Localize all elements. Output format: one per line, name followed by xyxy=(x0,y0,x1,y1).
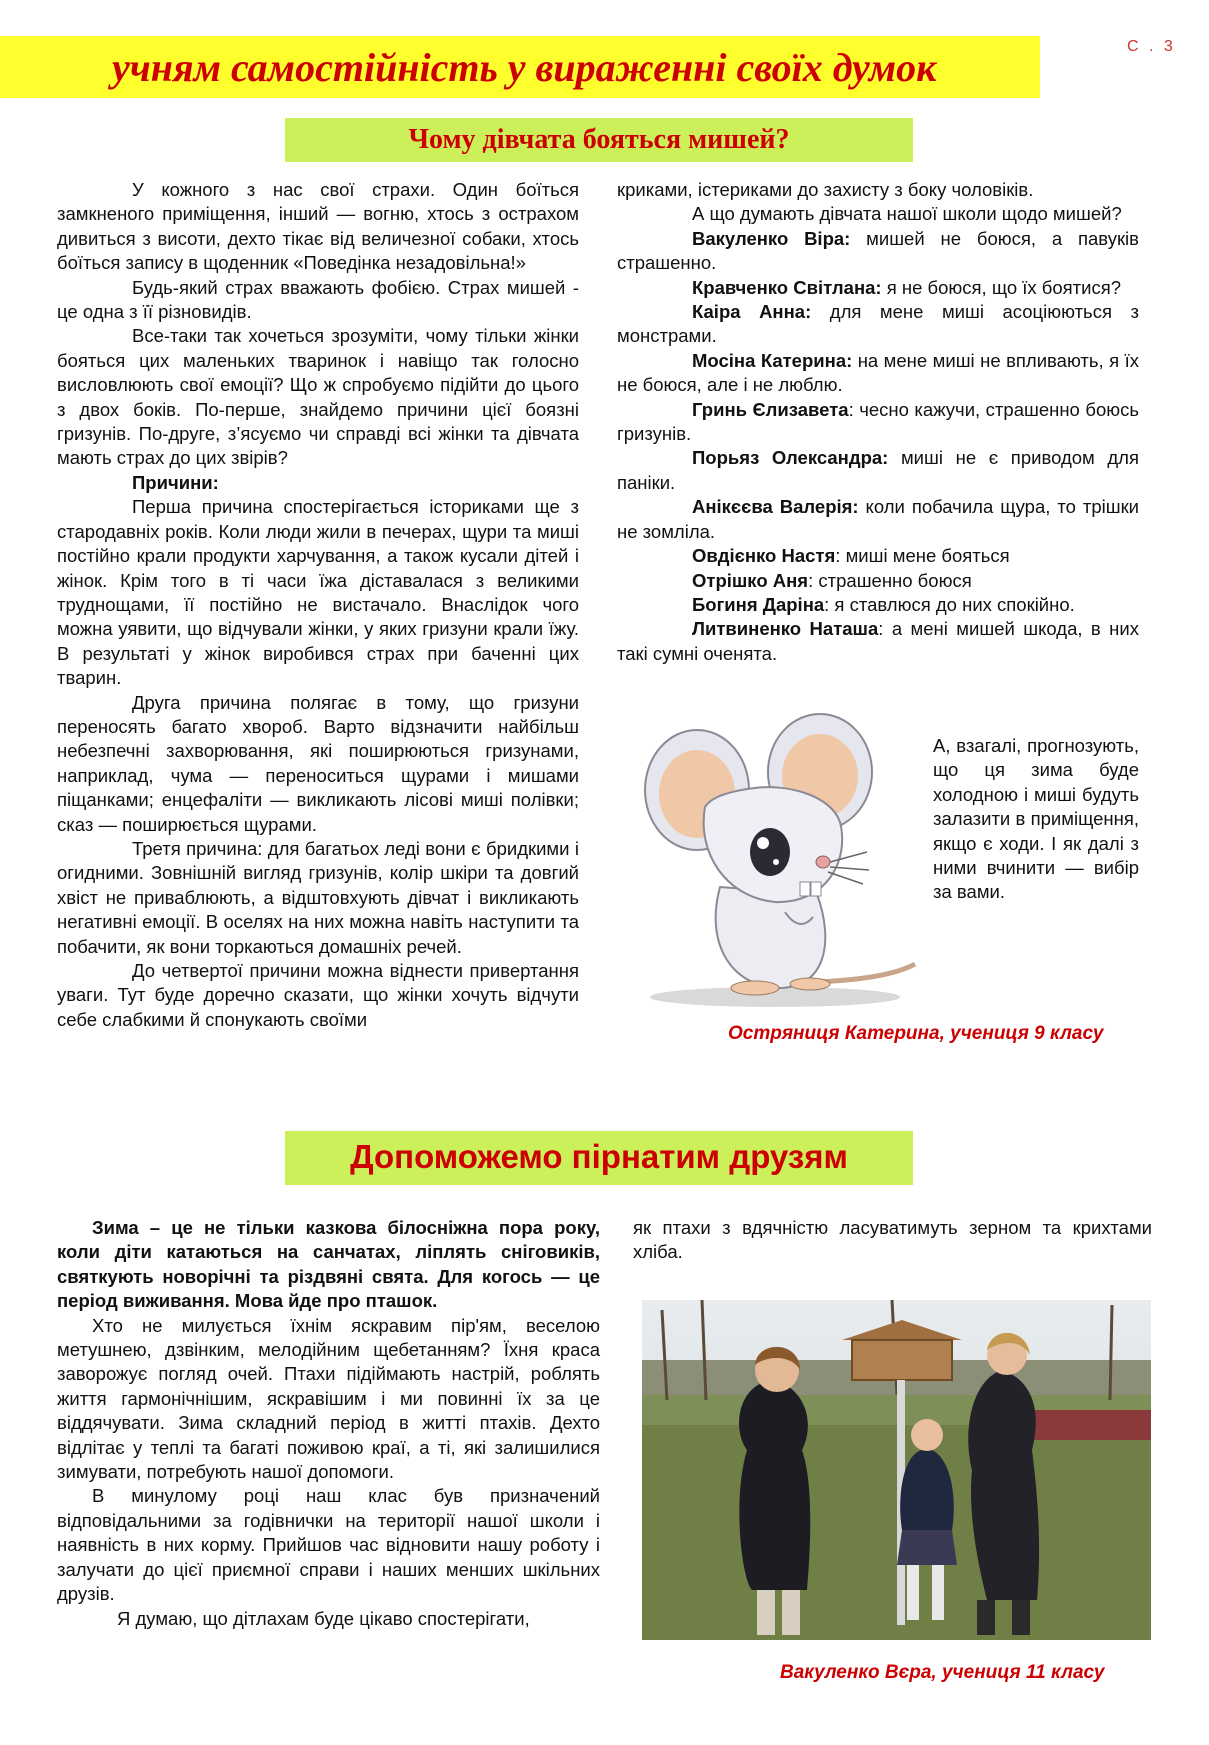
answer-name: Анікєєва Валерія: xyxy=(692,496,859,518)
answer-name: Литвиненко Наташа xyxy=(692,618,879,640)
answer-item xyxy=(617,276,1139,300)
paragraph: А що думають дівчата нашої школи щодо мишей? xyxy=(692,203,1122,225)
answer-item xyxy=(617,446,1139,495)
answer-text: коли побачила щура, то трішки не зомліла. xyxy=(617,496,1140,542)
paragraph: А, взагалі, прогнозують, що ця зима буде холодною і миші будуть залазити в приміщення, якщо є ходи. І як далі з ними вчинити — вибір за вами. xyxy=(933,735,1139,903)
answer-name: Гринь Єлизавета xyxy=(692,398,849,420)
answer-text: я не боюся, що їх боятися? xyxy=(881,276,1122,298)
article2-column1 xyxy=(57,1216,600,1631)
answer-name: Мосіна Катерина: xyxy=(692,349,853,371)
article2-byline: Вакуленко Вєра, учениця 11 класу xyxy=(780,1662,1105,1683)
answer-item xyxy=(617,398,1139,447)
paragraph: Будь-який страх вважають фобією. Страх мишей - це одна з її різновидів. xyxy=(57,276,579,323)
paragraph: Третя причина: для багатьох леді вони є бридкими і огидними. Зовнішній вигляд гризунів, колір шкіри та довгий хвіст не приваблюють, а відштовхують дівчат і викликають негативні емоції. В оселях на них можна навіть наступити та побачити, як вони торкаються домашніх речей. xyxy=(57,837,579,957)
answer-name: Отрішко Аня xyxy=(692,569,809,591)
paragraph: Хто не милується їхнім яскравим пір'ям, веселою метушнею, дзвінким, мелодійним щебетанням? Їхня краса заворожує погляд очей. Птахи підіймають настрій, роблять життя гармонічнішим, яскравішим і ми повинні їх за це віддячувати. Зима складний період в житті птахів. Дехто відлітає у теплі та багаті поживою краї, а ті, які залишилися зимувати, потребують нашої допомоги. xyxy=(57,1314,600,1483)
article1-title: Чому дівчата бояться мишей? xyxy=(408,124,790,155)
paragraph: У кожного з нас свої страхи. Один боїться замкненого приміщення, інший — вогню, хтось з острахом дивиться з висоти, дехто тікає від величезної собаки, хтось боїться запису в щоденник «Поведінка незадовільна!» xyxy=(57,179,579,274)
paragraph: як птахи з вдячністю ласуватимуть зерном та крихтами хліба. xyxy=(633,1217,1152,1263)
answer-item xyxy=(617,544,1139,568)
answer-name: Кравченко Світлана: xyxy=(692,276,882,298)
subheading-causes: Причини: xyxy=(132,471,219,493)
answer-text: : чесно кажучи, страшенно боюсь гризунів. xyxy=(617,398,1139,445)
answer-text: мишей не боюся, а павуків страшенно. xyxy=(617,227,1139,274)
page-number: С . 3 xyxy=(1127,38,1176,55)
answer-item xyxy=(617,569,1139,593)
answer-text: : страшенно боюся xyxy=(808,569,972,591)
paragraph: Перша причина спостерігається істориками ще з стародавніх років. Коли люди жили в печерах, щури та миші постійно крали продукти харчування, а також кусали дітей і жінок. Крім того в ті часи їжа діставалася з великими труднощами, її постійно не вистачало. Внаслідок чого можна уявити, що відчували жінки, у яких гризуни крали їжу. В результаті у жінок виробився страх при баченні цих тварин. xyxy=(57,496,579,689)
answer-item xyxy=(617,349,1139,398)
answer-name: Вакуленко Віра: xyxy=(692,227,851,249)
paragraph: До четвертої причини можна віднести привертання уваги. Тут буде доречно сказати, що жінки хочуть відчути себе слабкими й спонукають своїми xyxy=(57,960,579,1030)
answer-item xyxy=(617,495,1139,544)
answer-item xyxy=(617,227,1139,276)
answer-name: Порьяз Олександра: xyxy=(692,447,889,469)
mouse-illustration xyxy=(635,712,925,1012)
answer-name: Овдієнко Настя xyxy=(692,545,836,567)
answer-item xyxy=(617,593,1139,617)
answer-text: на мене миші не впливають, я їх не боюся, але і не люблю. xyxy=(617,349,1139,396)
answer-item xyxy=(617,300,1139,349)
answer-name: Каіра Анна: xyxy=(692,301,812,323)
answer-text: : а мені мишей шкода, в них такі сумні оченята. xyxy=(617,618,1139,664)
article2-column2 xyxy=(633,1216,1152,1265)
lead-paragraph: Зима – це не тільки казкова білосніжна пора року, коли діти катаються на санчатах, ліплять сніговиків, святкують новорічні та різдвяні свята. Для когось — це період виживання. Мова йде про пташок. xyxy=(57,1217,600,1312)
paragraph: Друга причина полягає в тому, що гризуни переносять багато хвороб. Варто відзначити найбільш небезпечні захворювання, які поширюються гризунами, наприклад, чума — переноситься щурами і мишами піщанками; енцефаліти — викликають лісові миші полівки; сказ — поширюється щурами. xyxy=(57,691,579,835)
paragraph: В минулому році наш клас був призначений відповідальними за годівнички на території нашої школи і наявність в них корму. Прийшов час відновити нашу роботу і залучати до цієї приємної справи і наших менших шкільних друзів. xyxy=(57,1485,600,1605)
answer-text: для мене миші асоціюються з монстрами. xyxy=(617,301,1139,347)
paragraph: криками, істериками до захисту з боку чоловіків. xyxy=(617,179,1034,200)
article1-column2 xyxy=(617,178,1139,666)
article1-side-note xyxy=(933,734,1139,905)
paragraph: Я думаю, що дітлахам буде цікаво спостерігати, xyxy=(117,1607,530,1629)
answer-text: миші не є приводом для паніки. xyxy=(617,447,1139,493)
answer-text: : миші мене бояться xyxy=(835,545,1010,567)
banner-title: учням самостійність у вираженні своїх думок xyxy=(112,45,937,90)
answer-text: : я ставлюся до них спокійно. xyxy=(824,593,1075,615)
article2-title: Допоможемо пірнатим друзям xyxy=(350,1138,848,1175)
article1-byline: Остряниця Катерина, учениця 9 класу xyxy=(728,1023,1104,1044)
answer-item xyxy=(617,617,1139,666)
bird-feeder-photo xyxy=(642,1300,1151,1640)
paragraph: Все-таки так хочеться зрозуміти, чому тільки жінки бояться цих маленьких тваринок і навіщо так голосно висловлюють свої емоції? Що ж спробуємо підійти до цього з двох боків. По-перше, знайдемо причини цієї боязні гризунів. По-друге, з’ясуємо чи справді всі жінки та дівчата мають страх до цих звірів? xyxy=(57,325,579,469)
answer-name: Богиня Даріна xyxy=(692,593,825,615)
article1-column1 xyxy=(57,178,579,1032)
